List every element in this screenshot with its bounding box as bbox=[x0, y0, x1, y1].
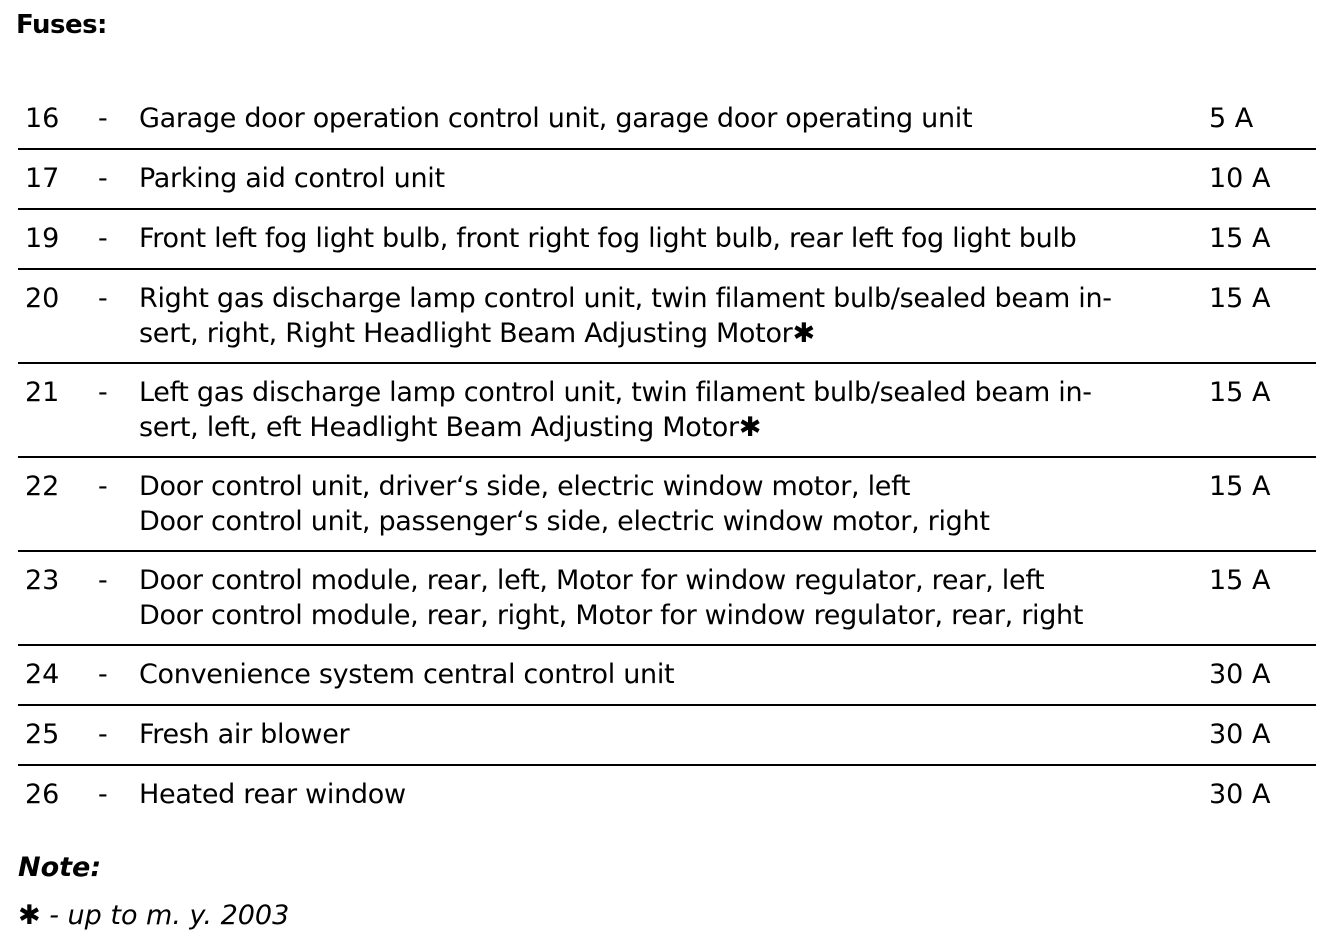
fuse-description-line: Door control module, rear, left, Motor for window regulator, rear, left bbox=[139, 565, 1045, 596]
fuse-number: 20 bbox=[25, 283, 60, 314]
fuse-description-line: Parking aid control unit bbox=[139, 163, 445, 194]
fuse-description-line: Door control module, rear, right, Motor for window regulator, rear, right bbox=[139, 600, 1084, 631]
fuse-description-line: Door control unit, driver‘s side, electric window motor, left bbox=[139, 471, 911, 502]
fuse-number: 26 bbox=[25, 779, 60, 810]
fuse-rating: 30 A bbox=[1209, 779, 1271, 810]
fuse-rating: 15 A bbox=[1209, 223, 1271, 254]
fuse-rating: 15 A bbox=[1209, 283, 1271, 314]
fuse-description bbox=[139, 281, 1199, 351]
fuse-description bbox=[139, 221, 1199, 256]
fuse-description-line: Convenience system central control unit bbox=[139, 659, 675, 690]
fuse-rating: 30 A bbox=[1209, 719, 1271, 750]
fuse-row bbox=[18, 364, 1316, 458]
fuse-description-line: Garage door operation control unit, garage door operating unit bbox=[139, 103, 973, 134]
fuse-description-line: Right gas discharge lamp control unit, twin filament bulb/sealed beam in- bbox=[139, 283, 1112, 314]
fuse-separator: - bbox=[98, 223, 108, 254]
fuse-separator: - bbox=[98, 283, 108, 314]
fuse-number: 19 bbox=[25, 223, 60, 254]
fuse-number: 22 bbox=[25, 471, 60, 502]
fuse-description bbox=[139, 777, 1199, 812]
fuse-rating: 15 A bbox=[1209, 377, 1271, 408]
fuse-table bbox=[18, 90, 1316, 826]
fuse-description bbox=[139, 469, 1199, 539]
fuse-row bbox=[18, 90, 1316, 150]
fuse-description-line: sert, right, Right Headlight Beam Adjusting Motor✱ bbox=[139, 318, 815, 349]
fuse-rating: 30 A bbox=[1209, 659, 1271, 690]
fuse-number: 23 bbox=[25, 565, 60, 596]
fuse-number: 25 bbox=[25, 719, 60, 750]
fuse-description-line: Left gas discharge lamp control unit, twin filament bulb/sealed beam in- bbox=[139, 377, 1092, 408]
fuse-row bbox=[18, 458, 1316, 552]
fuse-rating: 10 A bbox=[1209, 163, 1271, 194]
fuse-separator: - bbox=[98, 163, 108, 194]
fuse-description bbox=[139, 717, 1199, 752]
note-text bbox=[18, 900, 289, 931]
fuse-description-line: Fresh air blower bbox=[139, 719, 350, 750]
fuse-separator: - bbox=[98, 377, 108, 408]
fuse-row bbox=[18, 270, 1316, 364]
fuse-description bbox=[139, 161, 1199, 196]
fuse-description bbox=[139, 375, 1199, 445]
fuse-separator: - bbox=[98, 103, 108, 134]
asterisk-icon: ✱ bbox=[18, 900, 41, 931]
note-description: - up to m. y. 2003 bbox=[40, 900, 290, 931]
fuse-rating: 5 A bbox=[1209, 103, 1254, 134]
fuse-number: 17 bbox=[25, 163, 60, 194]
fuse-rating: 15 A bbox=[1209, 565, 1271, 596]
fuse-description-line: Heated rear window bbox=[139, 779, 406, 810]
fuse-row bbox=[18, 210, 1316, 270]
fuse-description bbox=[139, 101, 1199, 136]
fuse-separator: - bbox=[98, 471, 108, 502]
fuse-number: 21 bbox=[25, 377, 60, 408]
fuse-separator: - bbox=[98, 659, 108, 690]
fuse-description-line: Door control unit, passenger‘s side, electric window motor, right bbox=[139, 506, 990, 537]
fuse-row bbox=[18, 552, 1316, 646]
fuse-rating: 15 A bbox=[1209, 471, 1271, 502]
fuse-row bbox=[18, 706, 1316, 766]
fuse-separator: - bbox=[98, 719, 108, 750]
fuse-description bbox=[139, 563, 1199, 633]
fuse-number: 24 bbox=[25, 659, 60, 690]
fuse-separator: - bbox=[98, 565, 108, 596]
fuse-description-line: Front left fog light bulb, front right fog light bulb, rear left fog light bulb bbox=[139, 223, 1077, 254]
fuse-description-line: sert, left, eft Headlight Beam Adjusting Motor✱ bbox=[139, 412, 762, 443]
fuse-row bbox=[18, 646, 1316, 706]
fuse-row bbox=[18, 766, 1316, 826]
note-title: Note: bbox=[18, 852, 102, 883]
fuse-number: 16 bbox=[25, 103, 60, 134]
fuse-row bbox=[18, 150, 1316, 210]
fuse-description bbox=[139, 657, 1199, 692]
page-title: Fuses: bbox=[16, 10, 107, 40]
fuse-separator: - bbox=[98, 779, 108, 810]
